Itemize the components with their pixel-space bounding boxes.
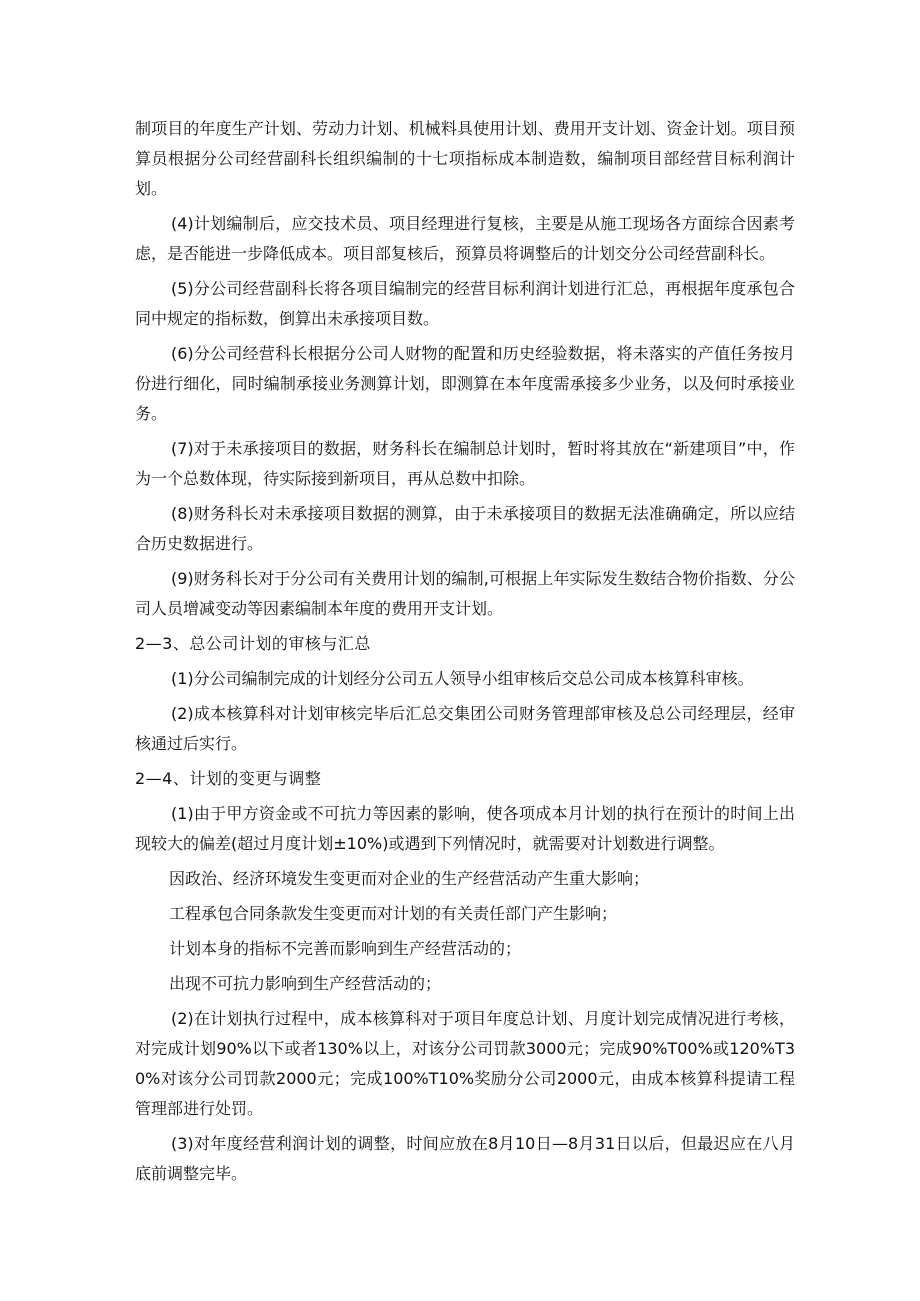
paragraph-item-4: (4)计划编制后，应交技术员、项目经理进行复核，主要是从施工现场各方面综合因素考虑，是否能进一步降低成本。项目部复核后，预算员将调整后的计划交分公司经营副科长。: [135, 214, 795, 263]
paragraph-item-6: (6)分公司经营科长根据分公司人财物的配置和历史经验数据，将未落实的产值任务按月份进行细化，同时编制承接业务测算计划，即测算在本年度需承接多少业务，以及何时承接业务。: [135, 344, 795, 423]
document-body: [135, 114, 795, 1194]
paragraph-item-1: (1)由于甲方资金或不可抗力等因素的影响，使各项成本月计划的执行在预计的时间上出现较大的偏差(超过月度计划±10%)或遇到下列情况时，就需要对计划数进行调整。: [135, 804, 795, 853]
list-line: 计划本身的指标不完善而影响到生产经营活动的；: [169, 939, 522, 958]
section-heading-2-4: 2—4、计划的变更与调整: [135, 769, 322, 788]
paragraph-item-3: (3)对年度经营利润计划的调整，时间应放在8月10日—8月31日以后，但最迟应在八月底前调整完毕。: [135, 1134, 795, 1183]
paragraph: 制项目的年度生产计划、劳动力计划、机械料具使用计划、费用开支计划、资金计划。项目预算员根据分公司经营副科长组织编制的十七项指标成本制造数，编制项目部经营目标利润计划。: [135, 119, 795, 198]
paragraph-item-2: (2)在计划执行过程中，成本核算科对于项目年度总计划、月度计划完成情况进行考核，对完成计划90%以下或者130%以上，对该分公司罚款3000元；完成90%T00%或120%T30%对该分公司罚款2000元；完成100%T10%奖励分公司2000元，由成本核算科提请工程管理部进行处罚。: [135, 1009, 795, 1118]
paragraph-item-2: (2)成本核算科对计划审核完毕后汇总交集团公司财务管理部审核及总公司经理层，经审核通过后实行。: [135, 704, 795, 753]
section-heading-2-3: 2—3、总公司计划的审核与汇总: [135, 634, 371, 653]
list-line: 因政治、经济环境发生变更而对企业的生产经营活动产生重大影响；: [169, 869, 650, 888]
paragraph-item-5: (5)分公司经营副科长将各项目编制完的经营目标利润计划进行汇总，再根据年度承包合同中规定的指标数，倒算出未承接项目数。: [135, 279, 795, 328]
list-line: 工程承包合同条款发生变更而对计划的有关责任部门产生影响；: [169, 904, 618, 923]
list-line: 出现不可抗力影响到生产经营活动的；: [169, 974, 442, 993]
paragraph-item-9: (9)财务科长对于分公司有关费用计划的编制,可根据上年实际发生数结合物价指数、分公司人员增减变动等因素编制本年度的费用开支计划。: [135, 569, 795, 618]
paragraph-item-8: (8)财务科长对未承接项目数据的测算，由于未承接项目的数据无法准确确定，所以应结合历史数据进行。: [135, 504, 795, 553]
paragraph-item-7: (7)对于未承接项目的数据，财务科长在编制总计划时，暂时将其放在“新建项目”中，作为一个总数体现，待实际接到新项目，再从总数中扣除。: [135, 439, 795, 488]
paragraph-item-1: (1)分公司编制完成的计划经分公司五人领导小组审核后交总公司成本核算科审核。: [171, 669, 754, 688]
